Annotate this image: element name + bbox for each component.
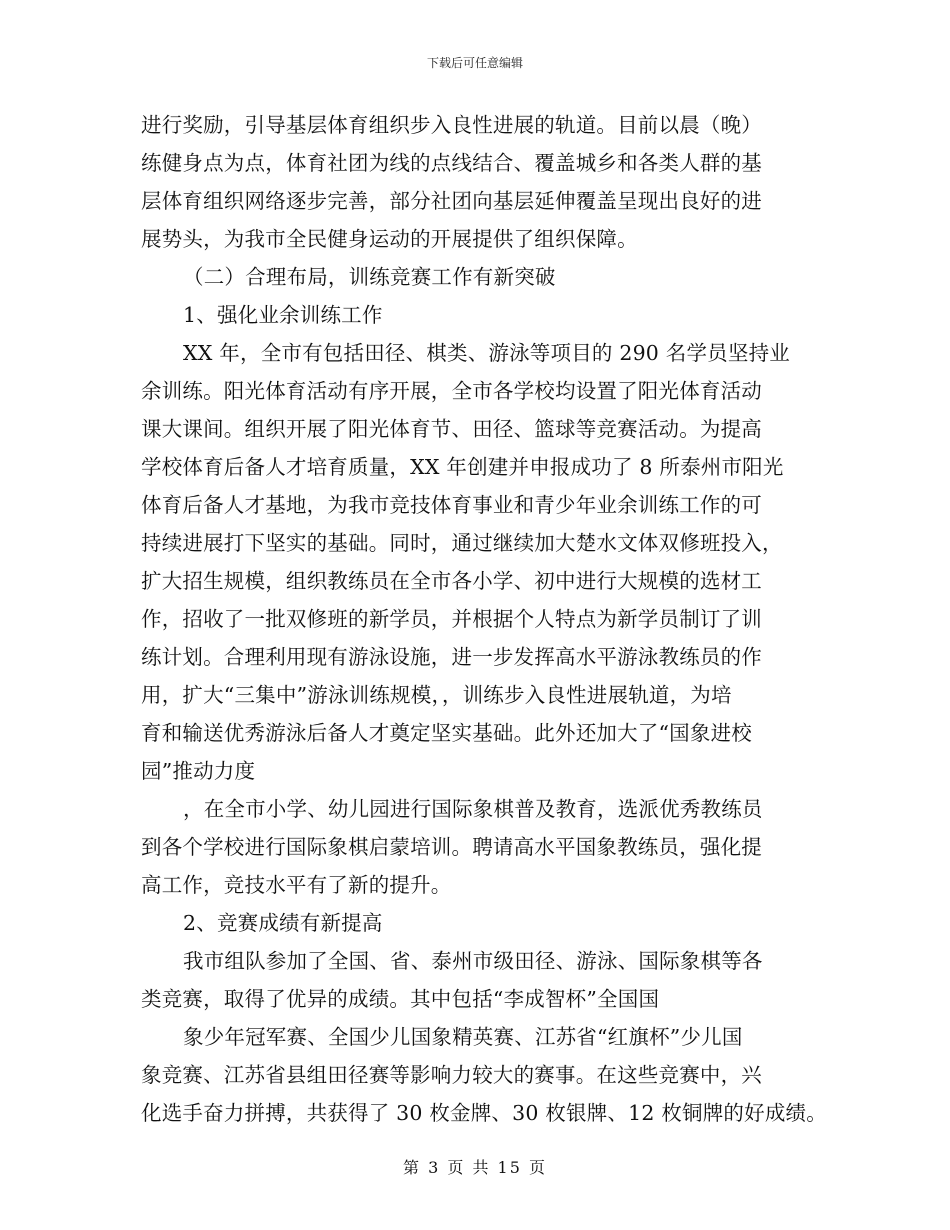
- text-line: 园”推动力度: [141, 759, 256, 783]
- text-line: 象竞赛、江苏省县组田径赛等影响力较大的赛事。在这些竞赛中，兴: [141, 1063, 762, 1087]
- text-line: 用，扩大“三集中”游泳训练规模，，训练步入良性进展轨道，为培: [141, 683, 732, 707]
- page-header: 下载后可任意编辑: [426, 56, 523, 70]
- text-line: 课大课间。组织开展了阳光体育节、田径、篮球等竞赛活动。为提高: [141, 417, 762, 441]
- text-line: ，在全市小学、幼儿园进行国际象棋普及教育，选派优秀教练员: [183, 797, 763, 821]
- text-line: XX 年，全市有包括田径、棋类、游泳等项目的 290 名学员坚持业: [183, 341, 790, 365]
- subsection-heading: 2、竞赛成绩有新提高: [183, 911, 383, 935]
- text-line: 余训练。阳光体育活动有序开展，全市各学校均设置了阳光体育活动: [141, 379, 762, 403]
- text-line: 进行奖励，引导基层体育组织步入良性进展的轨道。目前以晨（晚）: [141, 113, 762, 137]
- text-line: 练健身点为点，体育社团为线的点线结合、覆盖城乡和各类人群的基: [141, 151, 762, 175]
- text-line: 到各个学校进行国际象棋启蒙培训。聘请高水平国象教练员，强化提: [141, 835, 762, 859]
- text-line: 练计划。合理利用现有游泳设施，进一步发挥高水平游泳教练员的作: [141, 645, 762, 669]
- text-line: 象少年冠军赛、全国少儿国象精英赛、江苏省“红旗杯”少儿国: [183, 1025, 743, 1049]
- text-line: 我市组队参加了全国、省、泰州市级田径、游泳、国际象棋等各: [183, 949, 763, 973]
- text-line: 扩大招生规模，组织教练员在全市各小学、初中进行大规模的选材工: [141, 569, 762, 593]
- text-line: 学校体育后备人才培育质量，XX 年创建并申报成功了 8 所泰州市阳光: [141, 455, 784, 479]
- text-line: 育和输送优秀游泳后备人才奠定坚实基础。此外还加大了“国象进校: [141, 721, 752, 745]
- text-line: 展势头，为我市全民健身运动的开展提供了组织保障。: [141, 227, 638, 251]
- text-line: 高工作，竞技水平有了新的提升。: [141, 873, 452, 897]
- text-line: 体育后备人才基地，为我市竞技体育事业和青少年业余训练工作的可: [141, 493, 762, 517]
- text-line: 作，招收了一批双修班的新学员，并根据个人特点为新学员制订了训: [141, 607, 762, 631]
- page-number-footer: 第 3 页 共 15 页: [403, 1158, 547, 1177]
- text-line: 化选手奋力拼搏，共获得了 30 枚金牌、30 枚银牌、12 枚铜牌的好成绩。: [141, 1101, 827, 1125]
- text-line: 持续进展打下坚实的基础。同时，通过继续加大楚水文体双修班投入，: [141, 531, 783, 555]
- text-line: 类竞赛，取得了优异的成绩。其中包括“李成智杯”全国国: [141, 987, 660, 1011]
- text-line: 层体育组织网络逐步完善，部分社团向基层延伸覆盖呈现出良好的进: [141, 189, 762, 213]
- subsection-heading: 1、强化业余训练工作: [183, 303, 383, 327]
- section-heading: （二）合理布局，训练竞赛工作有新突破: [183, 265, 556, 289]
